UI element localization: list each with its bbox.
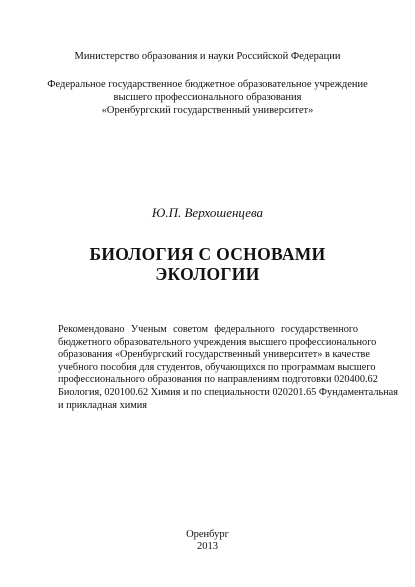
author-name: Ю.П. Верхошенцева [151, 205, 264, 220]
recommendation-text [58, 324, 398, 412]
book-title-line: БИОЛОГИЯ С ОСНОВАМИ [89, 244, 326, 264]
recommendation-line: и прикладная химия [58, 399, 148, 411]
recommendation-line: Биология, 020100.62 Химия и по специальности 020201.65 Фундаментальная [58, 386, 398, 398]
recommendation-line: учебного пособия для студентов, обучающихся по программам высшего [58, 361, 376, 373]
book-title-line: ЭКОЛОГИИ [155, 264, 260, 284]
institution-line: Федеральное государственное бюджетное образовательное учреждение [47, 79, 368, 90]
imprint-year: 2013 [197, 541, 218, 552]
imprint-city: Оренбург [186, 529, 229, 540]
institution-line: высшего профессионального образования [113, 92, 302, 103]
recommendation-line: профессионального образования по направлениям подготовки 020400.62 [58, 374, 378, 386]
recommendation-line: Рекомендовано Ученым советом федерального государственного [58, 324, 358, 335]
recommendation-line: бюджетного образовательного учреждения высшего профессионального [58, 336, 377, 348]
book-title [0, 244, 415, 284]
institution-block [40, 78, 375, 117]
ministry-name: Министерство образования и науки Российской Федерации [74, 51, 341, 62]
recommendation-line: образования «Оренбургский государственный университет» в качестве [58, 349, 370, 361]
institution-line: «Оренбургский государственный университет» [101, 105, 314, 116]
